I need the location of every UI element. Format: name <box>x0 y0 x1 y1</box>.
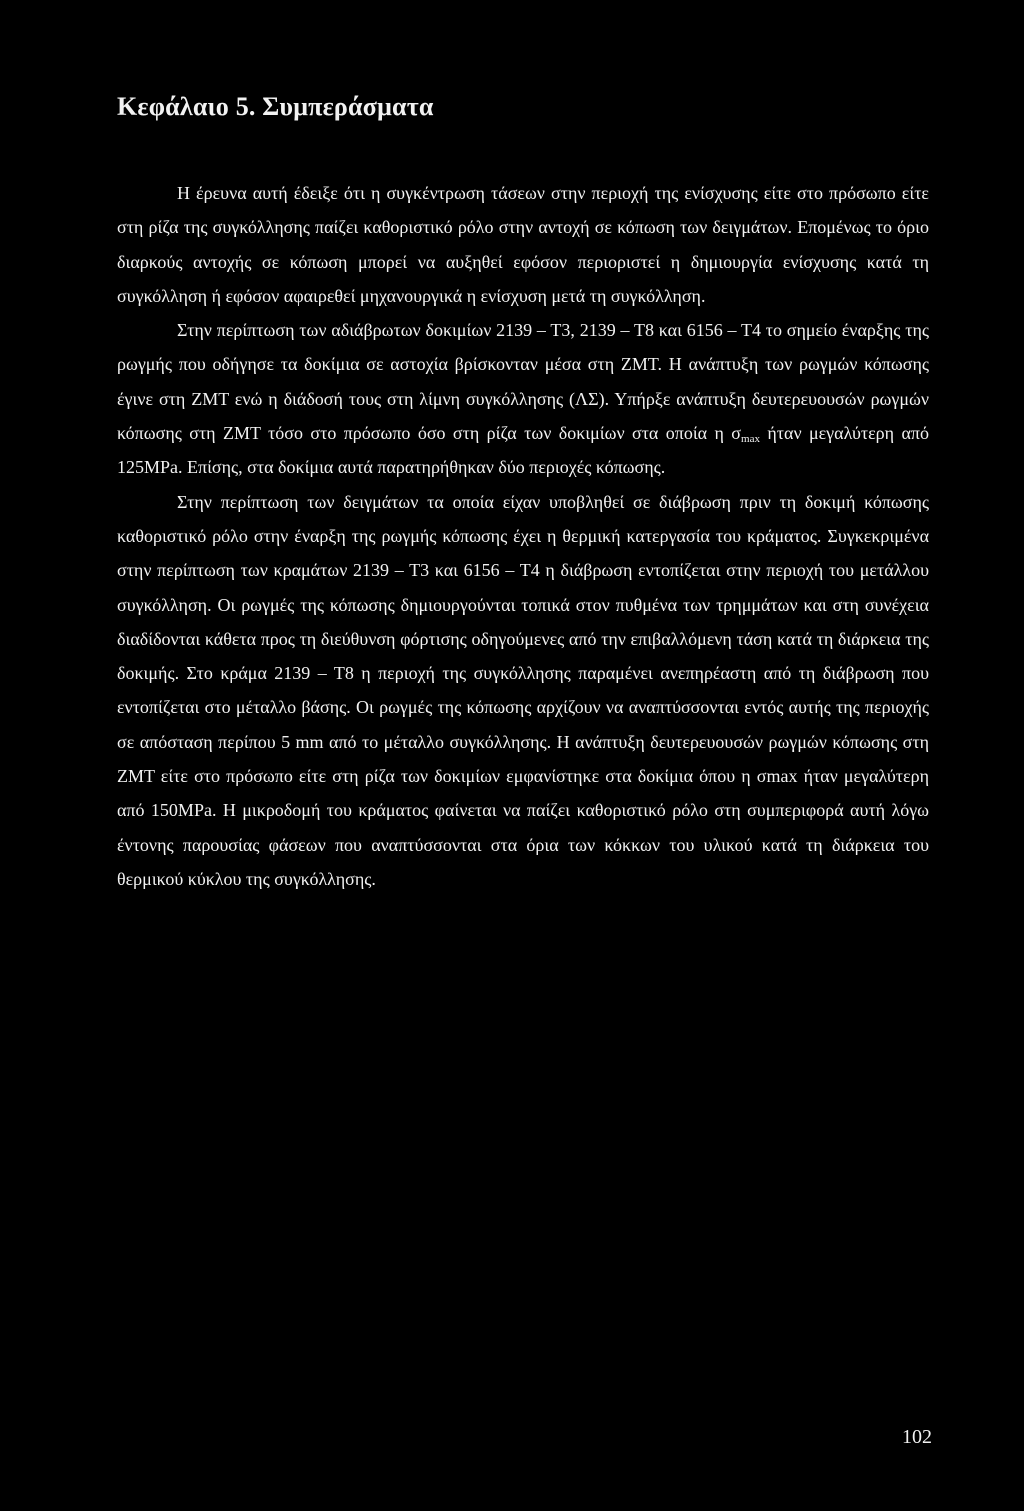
page-number: 102 <box>902 1426 932 1448</box>
chapter-title: Κεφάλαιο 5. Συμπεράσματα <box>117 92 434 121</box>
paragraph-3: Στην περίπτωση των δειγμάτων τα οποία είχαν υποβληθεί σε διάβρωση πριν τη δοκιμή κόπωσης καθοριστικό ρόλο στην έναρξη της ρωγμής κόπωσης έχει η θερμική κατεργασία του κράματος. Συγκεκριμένα στην περίπτωση των κραμάτων 2139 – Τ3 και 6156 – Τ4 η διάβρωση εντοπίζεται στην περιοχή του μετάλλου συγκόλληση. Οι ρωγμές της κόπωσης δημιουργούνται τοπικά στον πυθμένα των τρημμάτων και στη συνέχεια διαδίδονται κάθετα προς τη διεύθυνση φόρτισης οδηγούμενες από την επιβαλλόμενη τάση κατά τη διάρκεια της δοκιμής. Στο κράμα 2139 – Τ8 η περιοχή της συγκόλλησης παραμένει ανεπηρέαστη από τη διάβρωση που εντοπίζεται στο μέταλλο βάσης. Οι ρωγμές της κόπωσης αρχίζουν να αναπτύσσονται εντός αυτής της περιοχής σε απόσταση περίπου 5 mm από το μέταλλο συγκόλλησης. Η ανάπτυξη δευτερευουσών ρωγμών κόπωσης στη ΖΜΤ είτε στο πρόσωπο είτε στη ρίζα των δοκιμίων εμφανίστηκε στα δοκίμια όπου η σmax ήταν μεγαλύτερη από 150MPa. Η μικροδομή του κράματος φαίνεται να παίζει καθοριστικό ρόλο στη συμπεριφορά αυτή λόγω έντονης παρουσίας φάσεων που αναπτύσσονται στα όρια των κόκκων του υλικού κατά τη διάρκεια του θερμικού κύκλου της συγκόλλησης. <box>117 491 929 889</box>
paragraph-2-text-after: ήταν μεγαλύτερη από 125MPa. Επίσης, στα δοκίμια αυτά παρατηρήθηκαν δύο περιοχές κόπωσης. <box>117 423 929 478</box>
body-text <box>117 176 929 896</box>
paragraph-2-text-before: Στην περίπτωση των αδιάβρωτων δοκιμίων 2139 – Τ3, 2139 – Τ8 και 6156 – Τ4 το σημείο έναρξης της ρωγμής που οδήγησε τα δοκίμια σε αστοχία βρίσκονταν μέσα στη ΖΜΤ. Η ανάπτυξη των ρωγμών κόπωσης έγινε στη ΖΜΤ ενώ η διάδοσή τους στη λίμνη συγκόλλησης (ΛΣ). Υπήρξε ανάπτυξη δευτερευουσών ρωγμών κόπωσης στη ΖΜΤ τόσο στο πρόσωπο όσο στη ρίζα των δοκιμίων στα οποία η σ <box>117 320 929 444</box>
paragraph-1: Η έρευνα αυτή έδειξε ότι η συγκέντρωση τάσεων στην περιοχή της ενίσχυσης είτε στο πρόσωπο είτε στη ρίζα της συγκόλλησης παίζει καθοριστικό ρόλο στην αντοχή σε κόπωση των δειγμάτων. Επομένως το όριο διαρκούς αντοχής σε κόπωση μπορεί να αυξηθεί εφόσον περιοριστεί η δημιουργία ενίσχυσης κατά τη συγκόλληση ή εφόσον αφαιρεθεί μηχανουργικά η ενίσχυση μετά τη συγκόλληση. <box>117 183 929 306</box>
sigma-max-subscript: max <box>741 433 760 446</box>
paragraph-2 <box>117 313 929 484</box>
